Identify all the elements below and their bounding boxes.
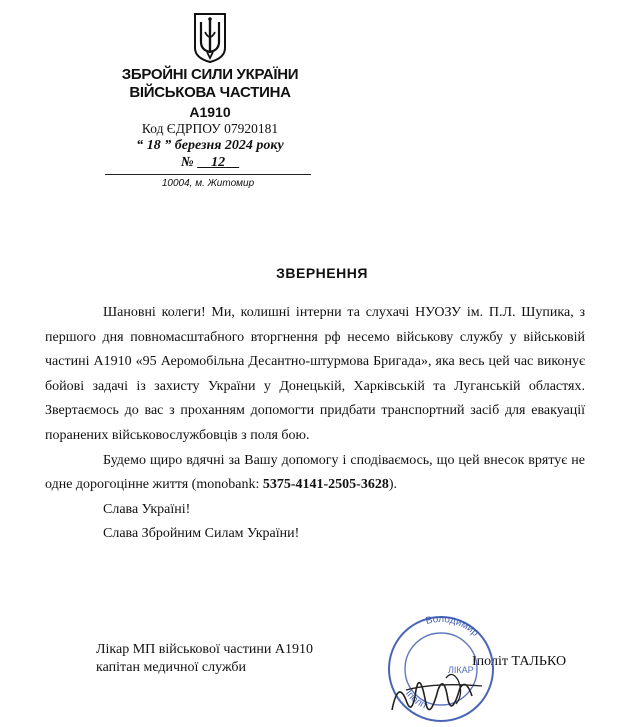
number-value	[197, 155, 239, 170]
thanks-text: Будемо щиро вдячні за Вашу допомогу і сподіваємось, що цей внесок врятує не одне дорогоцінне життя (monobank:	[45, 452, 585, 493]
paragraph-appeal: Шановні колеги! Ми, колишні інтерни та слухачі НУОЗУ ім. П.Л. Шупика, з першого дня повномасштабного вторгнення рф несемо військову службу у військовій частині А1910 «95 Аеромобільна Десантно-штурмова Бригада», яка весь цей час виконує бойові задачі із захисту України у Донецькій, Харківській та Луганській областях. Звертаємось до вас з проханням допомогти придбати транспортний засіб для евакуації поранених військовослужбовців з поля бою.	[45, 305, 585, 443]
number-label: №	[180, 155, 194, 170]
stamp-text-top: Володимир	[424, 613, 481, 639]
header-date: “ 18 ” березня 2024 року	[136, 138, 284, 153]
number-value-text: 12	[211, 155, 226, 170]
trident-icon	[193, 12, 227, 64]
header-armed-forces: ЗБРОЙНІ СИЛИ УКРАЇНИ	[121, 66, 299, 83]
header-number	[95, 155, 325, 171]
header-unit-label: ВІЙСЬКОВА ЧАСТИНА	[129, 84, 291, 101]
signer-role: Лікар МП військової частини А1910	[96, 642, 314, 657]
slava-ukraini: Слава Україні!	[103, 501, 191, 517]
card-number: 5375-4141-2505-3628	[262, 477, 389, 493]
signer-name: Іполіт ТАЛЬКО	[472, 654, 567, 669]
signer-rank: капітан медичної служби	[96, 660, 247, 675]
slava-zsu: Слава Збройним Силам України!	[103, 526, 300, 542]
header-unit-number: А1910	[189, 104, 231, 120]
header-edrpou-code: Код ЄДРПОУ 07920181	[141, 121, 279, 136]
thanks-end: ).	[388, 477, 398, 493]
letter-body	[45, 301, 585, 547]
paragraph-thanks	[45, 449, 585, 498]
header-divider	[105, 174, 311, 175]
stamp-text-bottom: Іполіт	[402, 688, 429, 712]
stamp-text-side: ЛІКАР	[448, 665, 474, 675]
handwritten-signature	[386, 660, 496, 725]
letter-title: ЗВЕРНЕННЯ	[276, 265, 368, 281]
header-address: 10004, м. Житомир	[161, 178, 255, 189]
